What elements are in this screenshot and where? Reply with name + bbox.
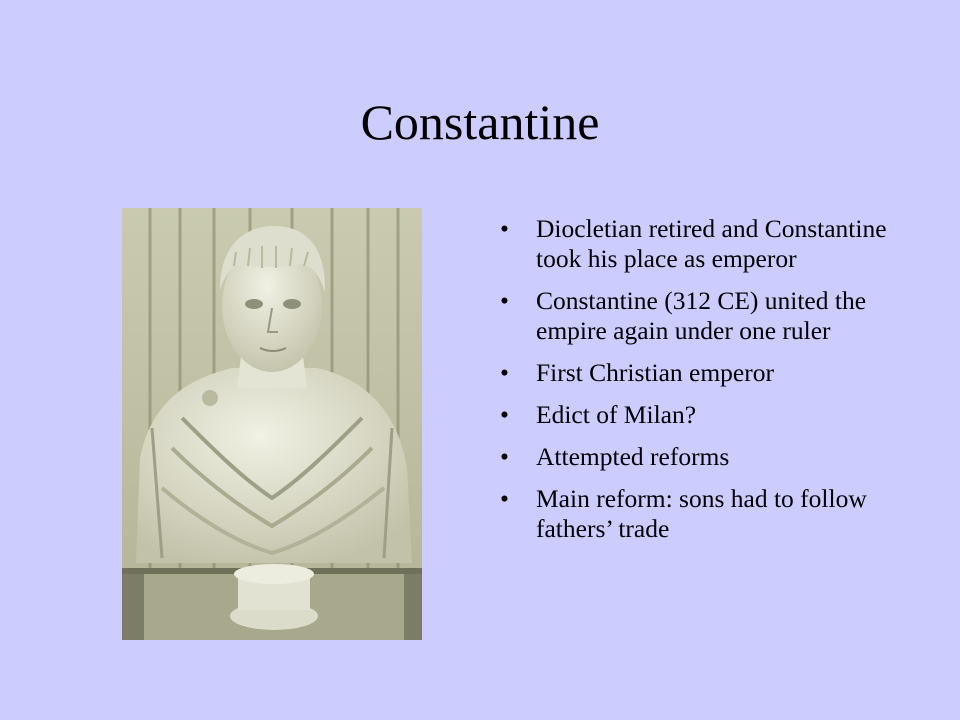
bullet-dot: • [500,214,509,243]
bullet-dot: • [500,442,509,471]
bullet-dot: • [500,358,509,387]
bullet-text: Diocletian retired and Constantine took his place as emperor [536,214,887,273]
slide-title: Constantine [360,94,600,150]
bullet-item [494,484,894,544]
constantine-bust-photo [122,208,422,640]
bullet-item [494,442,894,472]
bullet-text: Main reform: sons had to follow fathers’ trade [536,484,867,543]
bullet-text: First Christian emperor [536,358,774,387]
bullet-text: Constantine (312 CE) united the empire again under one ruler [536,286,867,345]
bullet-item [494,286,894,346]
bullet-dot: • [500,400,509,429]
bullet-item [494,358,894,388]
bullet-item [494,214,894,274]
bullet-list [494,214,894,556]
bullet-text: Attempted reforms [536,442,730,471]
bullet-dot: • [500,484,509,513]
bullet-dot: • [500,286,509,315]
bullet-text: Edict of Milan? [536,400,697,429]
bullet-item [494,400,894,430]
